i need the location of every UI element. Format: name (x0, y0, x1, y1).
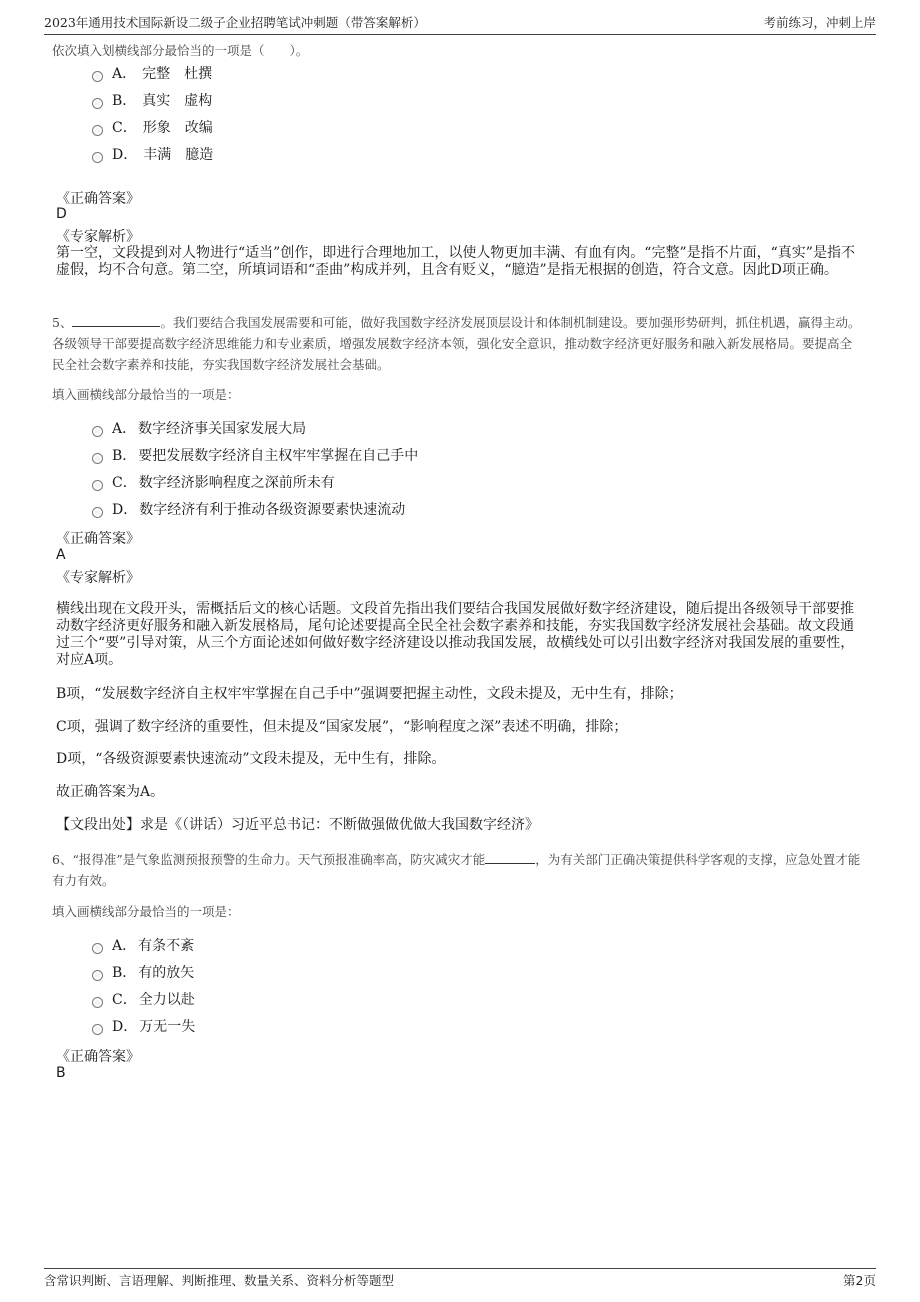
q6-answer: B (56, 1065, 66, 1081)
q6-option-c[interactable]: C． 全力以赴 (92, 988, 195, 1010)
q5-analysis-paragraph: C项，强调了数字经济的重要性，但未提及“国家发展”，“影响程度之深”表述不明确，排除； (56, 719, 628, 735)
q4-option-d[interactable]: D． 丰满 臆造 (92, 143, 213, 165)
q5-option-d[interactable]: D． 数字经济有利于推动各级资源要素快速流动 (92, 498, 405, 520)
q5-option-b[interactable]: B． 要把发展数字经济自主权牢牢掌握在自己手中 (92, 444, 418, 466)
radio-icon[interactable] (92, 98, 103, 109)
q5-stem: 5、 。我们要结合我国发展需要和可能，做好我国数字经济发展顶层设计和体制机制建设。要加强形势研判，抓住机遇，赢得主动。各级领导干部要提高数字经济思维能力和专业素质，增强发展数字经济本领，强化安全意识，推动数字经济更好服务和融入新发展格局。要提高全民全社会数字素养和技能，夯实我国数字经济发展社会基础。 (52, 315, 861, 372)
radio-icon[interactable] (92, 125, 103, 136)
header-slogan: 考前练习，冲刺上岸 (763, 15, 876, 30)
footer-note: 含常识判断、言语理解、判断推理、数量关系、资料分析等题型 (44, 1273, 395, 1288)
q4-analysis-label: 《专家解析》 (56, 229, 140, 245)
q5-prompt: 填入画横线部分最恰当的一项是： (52, 387, 240, 402)
q6-option-b[interactable]: B． 有的放矢 (92, 961, 194, 983)
q4-option-c[interactable]: C． 形象 改编 (92, 116, 213, 138)
q4-option-b[interactable]: B． 真实 虚构 (92, 89, 212, 111)
q4-answer-label: 《正确答案》 (56, 191, 140, 207)
fill-blank (72, 315, 160, 327)
q5-answer: A (56, 547, 66, 563)
radio-icon[interactable] (92, 997, 103, 1008)
footer-divider (44, 1268, 876, 1269)
q6-answer-label: 《正确答案》 (56, 1049, 140, 1065)
header-divider (44, 34, 876, 35)
header-title: 2023年通用技术国际新设二级子企业招聘笔试冲刺题（带答案解析） (44, 15, 426, 30)
fill-blank (485, 852, 535, 864)
radio-icon[interactable] (92, 970, 103, 981)
radio-icon[interactable] (92, 943, 103, 954)
q4-answer: D (56, 206, 67, 222)
q5-answer-label: 《正确答案》 (56, 531, 140, 547)
q5-option-a[interactable]: A． 数字经济事关国家发展大局 (92, 417, 306, 439)
radio-icon[interactable] (92, 71, 103, 82)
q5-option-c[interactable]: C． 数字经济影响程度之深前所未有 (92, 471, 335, 493)
q5-analysis-paragraph: D项，“各级资源要素快速流动”文段未提及，无中生有，排除。 (56, 751, 446, 767)
radio-icon[interactable] (92, 1024, 103, 1035)
q5-analysis-paragraph: 故正确答案为A。 (56, 784, 165, 800)
q5-analysis-paragraph: B项，“发展数字经济自主权牢牢掌握在自己手中”强调要把握主动性，文段未提及，无中生有，排除； (56, 686, 683, 702)
q6-option-a[interactable]: A． 有条不紊 (92, 934, 194, 956)
radio-icon[interactable] (92, 480, 103, 491)
q4-prompt: 依次填入划横线部分最恰当的一项是（ ）。 (52, 43, 309, 58)
q5-analysis-label: 《专家解析》 (56, 570, 140, 586)
q4-option-a[interactable]: A． 完整 杜撰 (92, 62, 212, 84)
page-number: 第2页 (843, 1273, 876, 1288)
q4-analysis: 第一空，文段提到对人物进行“适当”创作，即进行合理地加工，以使人物更加丰满、有血有肉。“完整”是指不片面，“真实”是指不虚假，均不合句意。第二空，所填词语和“歪曲”构成并列，且含有贬义，“臆造”是指无根据的创造，符合文意。因此D项正确。 (56, 245, 855, 278)
radio-icon[interactable] (92, 152, 103, 163)
radio-icon[interactable] (92, 507, 103, 518)
radio-icon[interactable] (92, 426, 103, 437)
q6-option-d[interactable]: D． 万无一失 (92, 1015, 195, 1037)
q6-prompt: 填入画横线部分最恰当的一项是： (52, 904, 240, 919)
radio-icon[interactable] (92, 453, 103, 464)
q5-source: 【文段出处】求是《（讲话）习近平总书记：不断做强做优做大我国数字经济》 (56, 817, 539, 833)
q6-stem: 6、“报得准”是气象监测预报预警的生命力。天气预报准确率高，防灾减灾才能 ，为有关部门正确决策提供科学客观的支撑，应急处置才能有力有效。 (52, 852, 861, 888)
q5-analysis-paragraph: 横线出现在文段开头，需概括后文的核心话题。文段首先指出我们要结合我国发展做好数字经济建设，随后提出各级领导干部要推动数字经济更好服务和融入新发展格局，尾句论述要提高全民全社会数字素养和技能，夯实我国数字经济发展社会基础。故文段通过三个“要”引导对策，从三个方面论述如何做好数字经济建设以推动我国发展，故横线处可以引出数字经济对我国发展的重要性，对应A项。 (56, 601, 855, 668)
